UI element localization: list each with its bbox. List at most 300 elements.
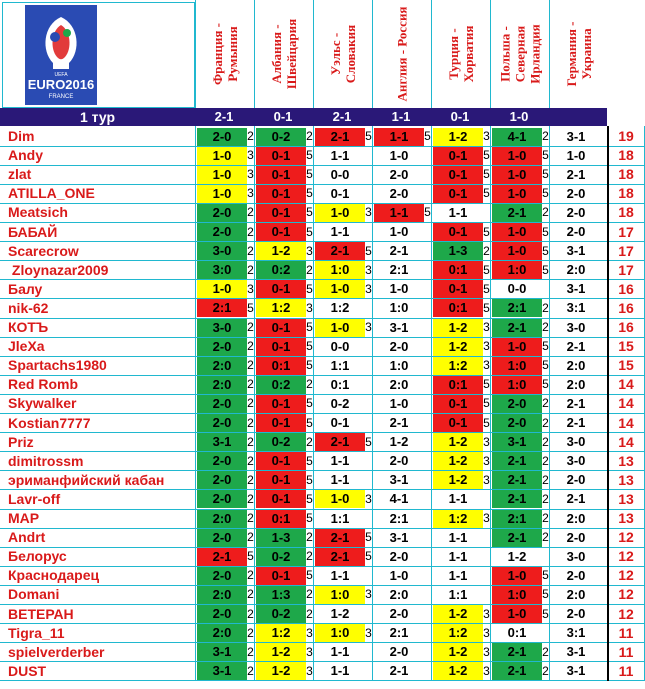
- prediction-cell: 1-1: [374, 128, 424, 146]
- prediction-cell: 2-0: [197, 605, 247, 623]
- prediction-points: [483, 566, 490, 585]
- prediction-points: [424, 624, 431, 643]
- prediction-cell: 1-1: [315, 223, 365, 241]
- prediction-points: 3: [306, 663, 313, 678]
- prediction-cell: 2-0: [197, 395, 247, 413]
- prediction-points: 2: [247, 415, 254, 430]
- prediction-cell: 3-1: [551, 128, 601, 146]
- participant-total: 17: [618, 261, 634, 278]
- prediction-points: [424, 605, 431, 624]
- prediction-points: [424, 146, 431, 165]
- participant-name: Балу: [8, 280, 43, 297]
- prediction-cell: 1-0: [492, 338, 542, 356]
- prediction-cell: 0:1: [315, 376, 365, 394]
- prediction-cell: 1-0: [551, 147, 601, 165]
- prediction-points: 2: [542, 453, 549, 468]
- prediction-points: 3: [483, 644, 490, 659]
- prediction-points: 5: [306, 148, 313, 163]
- prediction-points: 3: [483, 358, 490, 373]
- prediction-cell: 3-1: [197, 662, 247, 680]
- prediction-points: 2: [542, 396, 549, 411]
- prediction-points: 5: [483, 186, 490, 201]
- prediction-points: [424, 509, 431, 528]
- prediction-points: 3: [306, 300, 313, 315]
- prediction-cell: 0:2: [256, 261, 306, 279]
- prediction-cell: 2-0: [492, 395, 542, 413]
- prediction-cell: 2-1: [551, 338, 601, 356]
- prediction-cell: 2-0: [374, 185, 424, 203]
- participant-name: Red Romb: [8, 376, 78, 393]
- prediction-points: [424, 223, 431, 242]
- prediction-cell: 2-0: [551, 567, 601, 585]
- prediction-cell: 3-1: [197, 643, 247, 661]
- participant-name: Kostian7777: [8, 414, 91, 431]
- prediction-cell: 1-2: [256, 242, 306, 260]
- participant-name: Tigra_11: [8, 624, 65, 641]
- prediction-points: 5: [542, 606, 549, 621]
- prediction-cell: 3-1: [551, 242, 601, 260]
- prediction-cell: 0-0: [492, 280, 542, 298]
- prediction-cell: 1:2: [433, 510, 483, 528]
- prediction-cell: 1-2: [433, 433, 483, 451]
- prediction-cell: 2:0: [551, 510, 601, 528]
- prediction-cell: 1-2: [433, 643, 483, 661]
- participant-name: Skywalker: [8, 395, 77, 412]
- prediction-points: [365, 414, 372, 433]
- match-label: Турция - Хорватия: [446, 25, 476, 83]
- prediction-cell: 1-0: [197, 280, 247, 298]
- prediction-cell: 0-0: [315, 338, 365, 356]
- prediction-points: 3: [247, 281, 254, 296]
- prediction-points: 2: [247, 205, 254, 220]
- prediction-cell: 2:0: [551, 261, 601, 279]
- prediction-points: [542, 624, 549, 643]
- prediction-points: 5: [483, 377, 490, 392]
- participant-name: Белорус: [8, 548, 67, 565]
- prediction-cell: 1-0: [492, 567, 542, 585]
- column-divider: [195, 126, 196, 681]
- prediction-cell: 1:0: [374, 357, 424, 375]
- prediction-cell: 1-0: [197, 166, 247, 184]
- prediction-cell: 1:2: [433, 357, 483, 375]
- prediction-points: 2: [247, 224, 254, 239]
- prediction-cell: 0:1: [256, 510, 306, 528]
- prediction-cell: 1:0: [492, 586, 542, 604]
- prediction-cell: 1-1: [374, 204, 424, 222]
- prediction-cell: 2:0: [551, 376, 601, 394]
- prediction-points: 5: [306, 320, 313, 334]
- prediction-cell: 1-0: [315, 204, 365, 222]
- prediction-points: 3: [365, 587, 372, 602]
- prediction-cell: 2-0: [374, 548, 424, 566]
- prediction-cell: 2-1: [551, 166, 601, 184]
- prediction-cell: 1-1: [433, 490, 483, 508]
- prediction-cell: 3-1: [551, 280, 601, 298]
- prediction-points: 5: [306, 472, 313, 487]
- participant-name: Andrt: [8, 529, 46, 546]
- participant-total: 15: [618, 338, 634, 355]
- prediction-cell: 1-0: [492, 166, 542, 184]
- prediction-cell: 3:0: [197, 261, 247, 279]
- prediction-cell: 0-1: [433, 166, 483, 184]
- prediction-points: 5: [365, 129, 372, 143]
- participant-total: 16: [618, 299, 634, 316]
- column-divider: [372, 126, 373, 681]
- prediction-points: 5: [542, 568, 549, 583]
- match-label: Германия - Украина: [564, 21, 594, 87]
- prediction-cell: 1-2: [433, 338, 483, 356]
- prediction-points: 2: [247, 358, 254, 373]
- prediction-cell: 4-1: [374, 490, 424, 508]
- prediction-points: [365, 471, 372, 490]
- prediction-cell: 3-1: [551, 662, 601, 680]
- prediction-cell: 0-1: [256, 185, 306, 203]
- prediction-points: [424, 490, 431, 509]
- prediction-points: 3: [483, 606, 490, 621]
- prediction-cell: 1-2: [256, 662, 306, 680]
- prediction-points: [365, 566, 372, 585]
- prediction-cell: 2-0: [374, 605, 424, 623]
- prediction-cell: 2-1: [492, 204, 542, 222]
- participant-total: 13: [618, 490, 634, 507]
- prediction-points: [365, 223, 372, 242]
- prediction-cell: 1-1: [433, 567, 483, 585]
- prediction-points: 5: [306, 491, 313, 506]
- participant-name: Краснодарец: [8, 567, 100, 584]
- prediction-cell: 1-0: [374, 395, 424, 413]
- prediction-cell: 2-0: [197, 128, 247, 146]
- prediction-cell: 1-0: [374, 223, 424, 241]
- prediction-cell: 1-2: [433, 662, 483, 680]
- prediction-cell: 3-1: [374, 319, 424, 337]
- prediction-points: 5: [306, 186, 313, 201]
- prediction-cell: 2-0: [551, 223, 601, 241]
- participant-total: 11: [618, 662, 634, 679]
- prediction-cell: 1-2: [433, 471, 483, 489]
- prediction-points: 5: [483, 148, 490, 163]
- prediction-points: [424, 585, 431, 604]
- prediction-cell: 0-1: [256, 223, 306, 241]
- prediction-cell: 0-1: [256, 452, 306, 470]
- prediction-cell: 3-1: [551, 643, 601, 661]
- column-divider: [490, 126, 491, 681]
- prediction-cell: 1-0: [492, 185, 542, 203]
- prediction-cell: 3:1: [551, 624, 601, 642]
- prediction-cell: 2-0: [551, 204, 601, 222]
- prediction-cell: 2-0: [551, 185, 601, 203]
- prediction-cell: 2-0: [551, 529, 601, 547]
- prediction-points: [365, 643, 372, 662]
- match-result-1: 2-1: [214, 109, 234, 124]
- prediction-cell: 2-0: [197, 204, 247, 222]
- prediction-points: [424, 528, 431, 547]
- prediction-cell: 0-1: [256, 166, 306, 184]
- participant-name: МАР: [8, 510, 40, 526]
- prediction-points: 5: [542, 148, 549, 163]
- prediction-points: 2: [247, 453, 254, 468]
- prediction-points: 5: [306, 453, 313, 468]
- prediction-points: 2: [247, 472, 254, 487]
- prediction-points: [424, 299, 431, 318]
- svg-text:FRANCE: FRANCE: [48, 94, 74, 100]
- prediction-points: [542, 547, 549, 566]
- participant-total: 19: [618, 128, 634, 144]
- match-header-2: [254, 0, 313, 108]
- participant-total: 15: [618, 357, 634, 374]
- prediction-cell: 1:2: [256, 624, 306, 642]
- prediction-points: 5: [306, 205, 313, 220]
- match-result-2: 0-1: [273, 109, 293, 124]
- prediction-points: 3: [483, 511, 490, 525]
- prediction-points: 2: [247, 243, 254, 258]
- participant-total: 13: [618, 510, 634, 526]
- prediction-cell: 2-1: [492, 471, 542, 489]
- prediction-points: 2: [483, 243, 490, 258]
- prediction-points: 3: [483, 320, 490, 334]
- prediction-points: 2: [542, 415, 549, 430]
- column-divider: [549, 126, 550, 681]
- match-header-4: [372, 0, 431, 108]
- participant-total: 16: [618, 319, 634, 335]
- prediction-cell: 2-0: [197, 452, 247, 470]
- prediction-points: 2: [306, 606, 313, 621]
- prediction-cell: 3-1: [374, 471, 424, 489]
- prediction-points: 3: [365, 262, 372, 277]
- prediction-cell: 2:0: [197, 586, 247, 604]
- prediction-points: 2: [306, 530, 313, 545]
- prediction-cell: 0-1: [433, 223, 483, 241]
- prediction-cell: 0-1: [256, 490, 306, 508]
- participant-total: 12: [618, 586, 634, 603]
- prediction-points: 5: [483, 281, 490, 296]
- prediction-cell: 2:0: [551, 586, 601, 604]
- prediction-points: 2: [542, 300, 549, 315]
- prediction-points: 5: [542, 243, 549, 258]
- prediction-cell: 0-0: [315, 166, 365, 184]
- prediction-points: [365, 452, 372, 471]
- prediction-cell: 0:1: [256, 357, 306, 375]
- prediction-cell: 1:0: [315, 261, 365, 279]
- prediction-cell: 2-0: [197, 567, 247, 585]
- prediction-points: 3: [483, 625, 490, 640]
- prediction-points: 3: [483, 434, 490, 449]
- prediction-points: [424, 337, 431, 356]
- prediction-points: [424, 261, 431, 280]
- prediction-points: [424, 184, 431, 203]
- prediction-cell: 2-1: [492, 490, 542, 508]
- prediction-points: [424, 643, 431, 662]
- prediction-points: 5: [365, 549, 372, 564]
- prediction-cell: 3-1: [374, 529, 424, 547]
- prediction-cell: 2-0: [492, 414, 542, 432]
- prediction-points: 2: [542, 663, 549, 678]
- prediction-cell: 1:0: [492, 376, 542, 394]
- prediction-cell: 0-1: [256, 280, 306, 298]
- prediction-points: 5: [424, 205, 431, 220]
- prediction-cell: 1-0: [492, 605, 542, 623]
- prediction-cell: 2:1: [197, 299, 247, 317]
- column-divider: [431, 126, 432, 681]
- participant-total: 17: [618, 242, 634, 259]
- participant-total: 14: [618, 376, 634, 393]
- prediction-points: [483, 203, 490, 222]
- prediction-cell: 0-1: [433, 414, 483, 432]
- prediction-points: 5: [542, 224, 549, 239]
- participant-name: Lavr-off: [8, 490, 61, 507]
- prediction-points: 2: [247, 377, 254, 392]
- participant-total: 13: [618, 471, 634, 488]
- match-label: Польша - Северная Ирландия: [497, 24, 543, 84]
- prediction-points: [424, 662, 431, 681]
- prediction-points: [424, 242, 431, 261]
- prediction-cell: 0-1: [256, 338, 306, 356]
- prediction-points: 3: [483, 472, 490, 487]
- prediction-points: 2: [306, 587, 313, 602]
- prediction-cell: 0-1: [433, 280, 483, 298]
- prediction-points: [424, 547, 431, 566]
- prediction-cell: 1-0: [492, 242, 542, 260]
- prediction-cell: 2-1: [492, 643, 542, 661]
- participant-total: 18: [618, 185, 634, 202]
- prediction-cell: 0-2: [256, 433, 306, 451]
- prediction-cell: 2-1: [315, 529, 365, 547]
- prediction-points: [424, 394, 431, 413]
- prediction-cell: 2:1: [492, 510, 542, 528]
- prediction-points: [365, 146, 372, 165]
- prediction-points: 5: [247, 549, 254, 564]
- match-label: Уэльс - Словакия: [328, 24, 358, 84]
- prediction-cell: 1-1: [433, 548, 483, 566]
- prediction-cell: 0-2: [256, 128, 306, 146]
- prediction-cell: 3-0: [551, 319, 601, 337]
- prediction-cell: 2-1: [551, 395, 601, 413]
- participant-name: nik-62: [8, 299, 49, 316]
- prediction-points: [365, 662, 372, 681]
- prediction-cell: 2-0: [197, 223, 247, 241]
- prediction-points: 5: [542, 186, 549, 201]
- match-result-7: [553, 108, 603, 126]
- prediction-cell: 2:0: [374, 586, 424, 604]
- prediction-cell: 1:0: [492, 357, 542, 375]
- participant-name: ВЕТЕРАН: [8, 605, 74, 622]
- prediction-cell: 1-0: [197, 147, 247, 165]
- prediction-cell: 3-0: [551, 433, 601, 451]
- prediction-points: 5: [306, 224, 313, 239]
- prediction-points: 3: [306, 625, 313, 640]
- prediction-cell: 2:1: [374, 510, 424, 528]
- participant-name: Scarecrow: [8, 242, 79, 259]
- prediction-points: [424, 452, 431, 471]
- prediction-cell: 1-0: [374, 567, 424, 585]
- match-result-4: 1-1: [391, 109, 411, 124]
- prediction-cell: 2-0: [197, 338, 247, 356]
- participant-name: Zloynazar2009: [8, 261, 109, 278]
- svg-text:EURO2016: EURO2016: [27, 77, 95, 92]
- prediction-cell: 1-2: [492, 548, 542, 566]
- participant-name: Priz: [8, 433, 34, 450]
- prediction-points: 2: [542, 530, 549, 545]
- prediction-points: 5: [306, 358, 313, 373]
- prediction-cell: 1:2: [315, 299, 365, 317]
- prediction-points: [424, 433, 431, 452]
- prediction-points: 2: [542, 511, 549, 525]
- prediction-points: 5: [424, 129, 431, 143]
- prediction-points: 2: [542, 491, 549, 506]
- prediction-points: [365, 356, 372, 375]
- prediction-points: 5: [542, 587, 549, 602]
- prediction-cell: 1-0: [197, 185, 247, 203]
- prediction-cell: 3:1: [551, 299, 601, 317]
- prediction-cell: 2:0: [374, 376, 424, 394]
- participant-total: 14: [618, 433, 634, 450]
- participant-total: 14: [618, 414, 634, 431]
- prediction-points: 5: [483, 262, 490, 277]
- prediction-points: 2: [542, 320, 549, 334]
- prediction-points: 3: [247, 186, 254, 201]
- participant-total: 17: [618, 223, 634, 240]
- prediction-cell: 3-0: [551, 452, 601, 470]
- prediction-points: 2: [542, 434, 549, 449]
- participant-total: 18: [618, 166, 634, 183]
- prediction-points: [424, 375, 431, 394]
- prediction-cell: 2-1: [315, 548, 365, 566]
- prediction-cell: 1-1: [315, 147, 365, 165]
- match-header-1: [195, 0, 254, 108]
- prediction-points: [365, 605, 372, 624]
- prediction-cell: 3-0: [551, 548, 601, 566]
- round-header-row: [0, 108, 607, 126]
- prediction-cell: 1:1: [315, 357, 365, 375]
- prediction-cell: 0:2: [256, 376, 306, 394]
- prediction-cell: 2-1: [374, 242, 424, 260]
- prediction-points: 5: [483, 415, 490, 430]
- prediction-points: [424, 471, 431, 490]
- prediction-cell: 0:1: [433, 299, 483, 317]
- prediction-points: 5: [306, 339, 313, 354]
- prediction-cell: 0-1: [256, 147, 306, 165]
- prediction-cell: 2-0: [374, 643, 424, 661]
- prediction-cell: 0-1: [256, 471, 306, 489]
- prediction-points: 5: [483, 167, 490, 182]
- prediction-points: 2: [306, 434, 313, 449]
- prediction-cell: 2:0: [197, 624, 247, 642]
- prediction-cell: 2:1: [374, 261, 424, 279]
- prediction-points: 3: [365, 205, 372, 220]
- round-label: 1 тур: [79, 109, 116, 125]
- prediction-cell: 4-1: [492, 128, 542, 146]
- prediction-cell: 3-0: [197, 242, 247, 260]
- prediction-cell: 1:0: [492, 261, 542, 279]
- prediction-cell: 1-1: [433, 529, 483, 547]
- prediction-cell: 0-1: [256, 414, 306, 432]
- prediction-points: 3: [483, 129, 490, 143]
- prediction-cell: 2-1: [374, 662, 424, 680]
- prediction-cell: 2-1: [315, 128, 365, 146]
- match-result-6: 1-0: [509, 109, 529, 124]
- prediction-points: [365, 337, 372, 356]
- participant-name: Andy: [8, 147, 43, 164]
- prediction-points: [365, 394, 372, 413]
- prediction-cell: 2-0: [374, 338, 424, 356]
- participant-name: Meatsich: [8, 204, 68, 221]
- prediction-points: 3: [247, 148, 254, 163]
- prediction-cell: 2-0: [551, 471, 601, 489]
- prediction-cell: 1-1: [315, 662, 365, 680]
- prediction-cell: 1-0: [315, 490, 365, 508]
- prediction-cell: 2-1: [492, 529, 542, 547]
- column-divider: [254, 126, 255, 681]
- participant-name: КОТЪ: [8, 319, 49, 335]
